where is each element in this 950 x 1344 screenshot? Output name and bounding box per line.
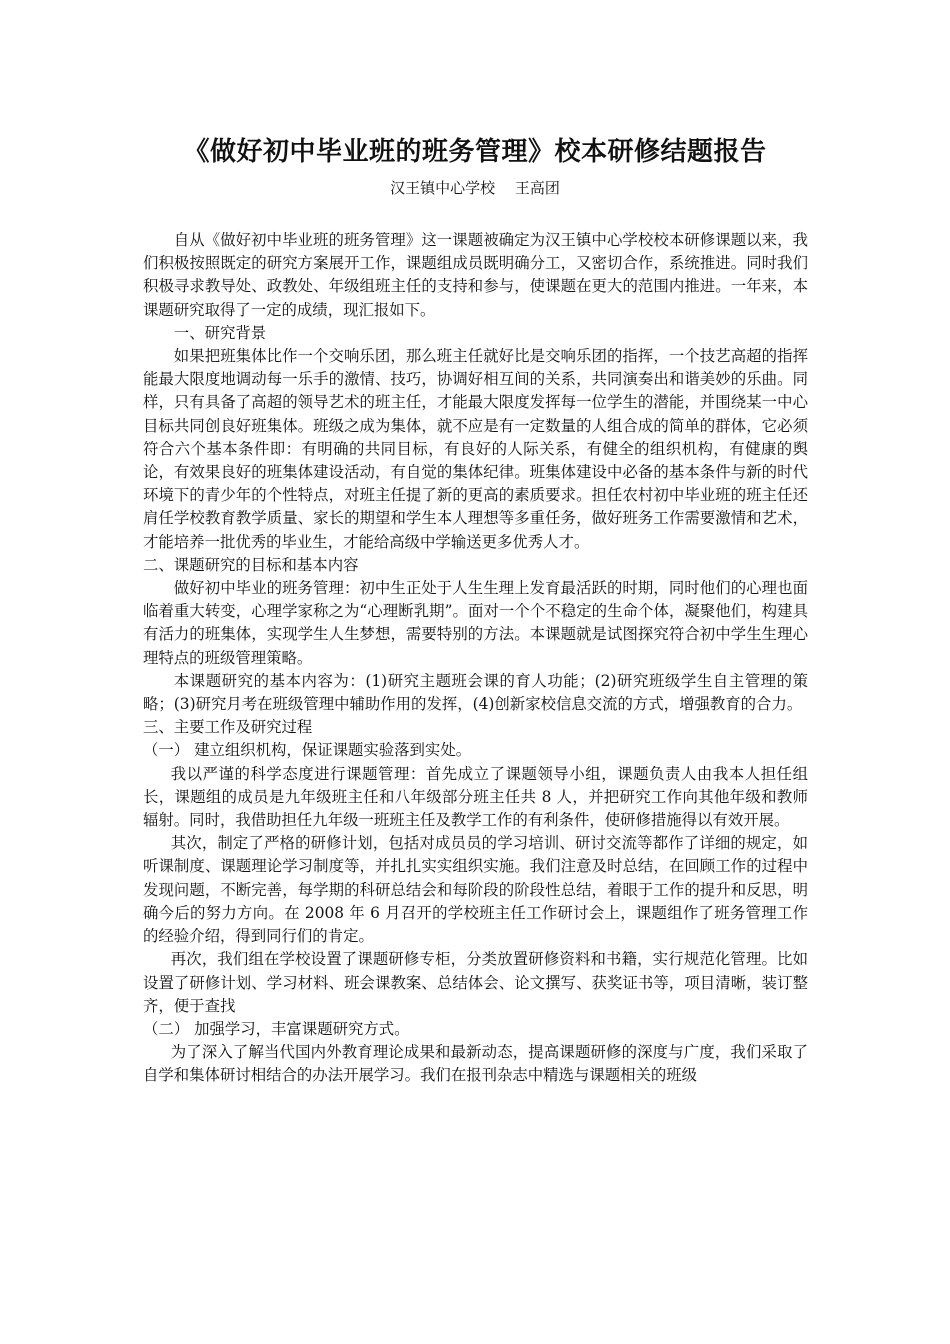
document-body [143, 229, 808, 1088]
organization-paragraph: 我以严谨的科学态度进行课题管理：首先成立了课题领导小组，课题负责人由我本人担任组长，课题组的成员是九年级班主任和八年级部分班主任共 8 人，并把研究工作向其他年级和教师辐射。同时，我借助担任九年级一班班主任及教学工作的有利条件，使研修措施得以有效开展。 [143, 764, 808, 830]
intro-paragraph: 自从《做好初中毕业班的班务管理》这一课题被确定为汉王镇中心学校校本研修课题以来，我们积极按照既定的研究方案展开工作，课题组成员既明确分工，又密切合作，系统推进。同时我们积极寻求教导处、政教处、年级组班主任的支持和参与，使课题在更大的范围内推进。一年来，本课题研究取得了一定的成绩，现汇报如下。 [143, 231, 808, 319]
goals-paragraph: 做好初中毕业的班务管理：初中生正处于人生生理上发育最活跃的时期，同时他们的心理也面临着重大转变，心理学家称之为“心理断乳期”。面对一个个不稳定的生命个体，凝聚他们，构建具有活力的班集体，实现学生人生梦想，需要特别的方法。本课题就是试图探究符合初中学生生理心理特点的班级管理策略。 [143, 579, 808, 667]
plan-paragraph: 其次，制定了严格的研修计划，包括对成员员的学习培训、研讨交流等都作了详细的规定，如听课制度、课题理论学习制度等，并扎扎实实组织实施。我们注意及时总结，在回顾工作的过程中发现问题，不断完善，每学期的科研总结会和每阶段的阶段性总结，着眼于工作的提升和反思，明确今后的努力方向。在 2008 年 6 月召开的学校班主任工作研讨会上，课题组作了班务管理工作的经验介绍，得到同行们的肯定。 [143, 834, 808, 946]
content-paragraph: 本课题研究的基本内容为：(1)研究主题班会课的育人功能；(2)研究班级学生自主管理的策略；(3)研究月考在班级管理中辅助作用的发挥，(4)创新家校信息交流的方式，增强教育的合力。 [143, 671, 808, 714]
author-byline: 汉王镇中心学校 王高团 [390, 179, 560, 197]
section-heading-work: 三、主要工作及研究过程 [143, 718, 313, 737]
document-title: 《做好初中毕业班的班务管理》校本研修结题报告 [183, 137, 767, 167]
subsection-heading-organization: （一） 建立组织机构，保证课题实验落到实处。 [143, 741, 472, 760]
section-heading-goals: 二、课题研究的目标和基本内容 [143, 555, 359, 574]
section-heading-background: 一、研究背景 [173, 323, 267, 342]
subsection-heading-study: （二） 加强学习，丰富课题研究方式。 [143, 1019, 410, 1038]
background-paragraph: 如果把班集体比作一个交响乐团，那么班主任就好比是交响乐团的指挥，一个技艺高超的指挥能最大限度地调动每一乐手的激情、技巧，协调好相互间的关系，共同演奏出和谐美妙的乐曲。同样，只有具备了高超的领导艺术的班主任，才能最大限度发挥每一位学生的潜能，并围绕某一中心目标共同创良好班集体。班级之成为集体，就不应是有一定数量的人组合成的简单的群体，它必须符合六个基本条件即：有明确的共同目标，有良好的人际关系，有健全的组织机构，有健康的舆论，有效果良好的班集体建设活动，有自觉的集体纪律。班集体建设中必备的基本条件与新的时代环境下的青少年的个性特点，对班主任提了新的更高的素质要求。担任农村初中毕业班的班主任还肩任学校教育教学质量、家长的期望和学生本人理想等多重任务，做好班务工作需要激情和艺术，才能培养一批优秀的毕业生，才能给高级中学输送更多优秀人才。 [143, 347, 808, 551]
study-paragraph: 为了深入了解当代国内外教育理论成果和最新动态，提高课题研修的深度与广度，我们采取了自学和集体研讨相结合的办法开展学习。我们在报刊杂志中精选与课题相关的班级 [143, 1043, 808, 1085]
cabinet-paragraph: 再次，我们组在学校设置了课题研修专柜，分类放置研修资料和书籍，实行规范化管理。比如设置了研修计划、学习材料、班会课教案、总结体会、论文撰写、获奖证书等，项目清晰，装订整齐，便于查找 [143, 950, 808, 1015]
